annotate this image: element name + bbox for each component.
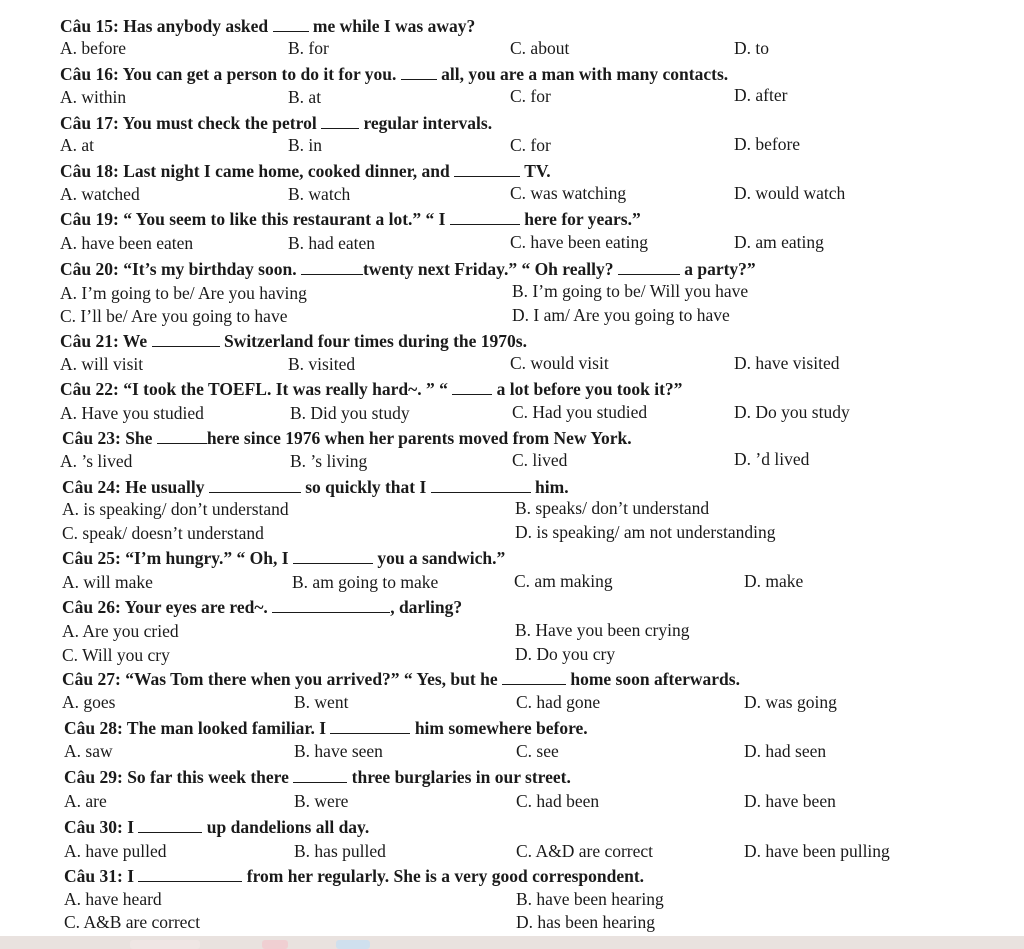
question-text: a party?” bbox=[684, 259, 756, 279]
question-text: regular intervals. bbox=[363, 113, 493, 133]
option-d: D. am eating bbox=[734, 232, 824, 252]
question-number: Câu 19: bbox=[60, 209, 119, 229]
question-25 bbox=[62, 548, 505, 568]
question-text: “I’m hungry.” “ Oh, I bbox=[125, 548, 289, 568]
option-b: B. were bbox=[294, 791, 349, 811]
option-a: A. I’m going to be/ Are you having bbox=[60, 283, 307, 303]
option-d: D. has been hearing bbox=[516, 912, 655, 932]
option-a: A. watched bbox=[60, 184, 140, 204]
question-number: Câu 29: bbox=[64, 767, 123, 787]
question-text: three burglaries in our street. bbox=[351, 767, 571, 787]
option-a: A. have heard bbox=[64, 889, 162, 909]
option-c: C. speak/ doesn’t understand bbox=[62, 523, 264, 543]
option-d: D. ’d lived bbox=[734, 449, 810, 469]
question-text: The man looked familiar. I bbox=[126, 718, 327, 738]
option-d: D. is speaking/ am not understanding bbox=[515, 522, 776, 542]
option-c: C. A&B are correct bbox=[64, 912, 201, 932]
option-d: D. have been bbox=[744, 791, 836, 811]
option-b: B. in bbox=[288, 135, 323, 155]
option-c: C. lived bbox=[512, 450, 568, 470]
answer-blank bbox=[401, 64, 437, 80]
question-text: me while I was away? bbox=[312, 16, 476, 36]
option-c: C. for bbox=[510, 135, 551, 155]
question-number: Câu 18: bbox=[60, 161, 119, 181]
answer-blank bbox=[431, 477, 531, 493]
answer-blank bbox=[209, 477, 301, 493]
option-c: C. for bbox=[510, 86, 551, 106]
question-text: TV. bbox=[524, 161, 551, 181]
question-26 bbox=[62, 597, 462, 617]
option-c: C. A&D are correct bbox=[516, 841, 654, 861]
option-b: B. am going to make bbox=[292, 572, 439, 592]
option-b: B. ’s living bbox=[290, 451, 368, 471]
option-d: D. would watch bbox=[734, 183, 846, 203]
question-number: Câu 28: bbox=[64, 718, 123, 738]
decorative-shape bbox=[130, 940, 200, 949]
option-b: B. for bbox=[288, 38, 329, 58]
question-text: “ You seem to like this restaurant a lot.” “ I bbox=[123, 209, 446, 229]
question-text: Your eyes are red~. bbox=[124, 597, 268, 617]
question-number: Câu 17: bbox=[60, 113, 119, 133]
answer-blank bbox=[152, 331, 220, 347]
question-number: Câu 20: bbox=[60, 259, 119, 279]
option-b: B. Did you study bbox=[290, 403, 410, 423]
question-28 bbox=[64, 718, 588, 738]
question-text: from her regularly. She is a very good correspondent. bbox=[246, 866, 645, 886]
option-a: A. ’s lived bbox=[60, 451, 133, 471]
option-a: A. goes bbox=[62, 692, 116, 712]
question-number: Câu 27: bbox=[62, 669, 121, 689]
question-text: We bbox=[122, 331, 148, 351]
option-a: A. will visit bbox=[60, 354, 144, 374]
decorative-shape bbox=[336, 940, 370, 949]
question-number: Câu 22: bbox=[60, 379, 119, 399]
page-bottom-edge bbox=[0, 936, 1024, 949]
question-27 bbox=[62, 669, 740, 689]
question-29 bbox=[64, 767, 571, 787]
option-d: D. have visited bbox=[734, 353, 840, 373]
option-d: D. make bbox=[744, 571, 804, 591]
answer-blank bbox=[450, 209, 520, 225]
option-b: B. watch bbox=[288, 184, 351, 204]
question-31 bbox=[64, 866, 644, 886]
question-20 bbox=[60, 259, 756, 279]
answer-blank bbox=[293, 548, 373, 564]
answer-blank bbox=[330, 718, 410, 734]
question-text: I bbox=[127, 866, 135, 886]
question-number: Câu 31: bbox=[64, 866, 123, 886]
question-text: Switzerland four times during the 1970s. bbox=[223, 331, 527, 351]
question-number: Câu 25: bbox=[62, 548, 121, 568]
option-b: B. at bbox=[288, 87, 322, 107]
question-text: here since 1976 when her parents moved from New York. bbox=[206, 428, 632, 448]
answer-blank bbox=[618, 259, 680, 275]
answer-blank bbox=[301, 259, 363, 275]
question-text: you a sandwich.” bbox=[377, 548, 506, 568]
answer-blank bbox=[452, 379, 492, 395]
answer-blank bbox=[138, 817, 202, 833]
answer-blank bbox=[502, 669, 566, 685]
question-24 bbox=[62, 477, 569, 497]
option-d: D. before bbox=[734, 134, 801, 154]
option-b: B. Have you been crying bbox=[515, 620, 690, 640]
option-c: C. see bbox=[516, 741, 559, 761]
question-text: You can get a person to do it for you. bbox=[122, 64, 397, 84]
option-b: B. had eaten bbox=[288, 233, 375, 253]
option-a: A. have been eaten bbox=[60, 233, 194, 253]
question-number: Câu 16: bbox=[60, 64, 119, 84]
question-text: Last night I came home, cooked dinner, and bbox=[123, 161, 450, 181]
option-c: C. am making bbox=[514, 571, 613, 591]
question-text: You must check the petrol bbox=[122, 113, 317, 133]
question-text: so quickly that I bbox=[305, 477, 427, 497]
option-d: D. Do you cry bbox=[515, 644, 616, 664]
question-18 bbox=[60, 161, 551, 181]
option-b: B. speaks/ don’t understand bbox=[515, 498, 710, 518]
option-c: C. have been eating bbox=[510, 232, 649, 252]
answer-blank bbox=[138, 866, 242, 882]
option-a: A. are bbox=[64, 791, 107, 811]
option-a: A. will make bbox=[62, 572, 153, 592]
option-b: B. I’m going to be/ Will you have bbox=[512, 281, 749, 301]
option-c: C. was watching bbox=[510, 183, 627, 203]
option-b: B. has pulled bbox=[294, 841, 386, 861]
question-number: Câu 24: bbox=[62, 477, 121, 497]
question-text: a lot before you took it?” bbox=[496, 379, 683, 399]
question-text: him. bbox=[535, 477, 569, 497]
question-15 bbox=[60, 16, 475, 36]
option-c: C. I’ll be/ Are you going to have bbox=[60, 306, 288, 326]
answer-blank bbox=[273, 16, 309, 32]
option-b: B. visited bbox=[288, 354, 356, 374]
option-c: C. had gone bbox=[516, 692, 601, 712]
answer-blank bbox=[157, 428, 207, 444]
option-a: A. Have you studied bbox=[60, 403, 204, 423]
option-b: B. have seen bbox=[294, 741, 383, 761]
option-b: B. went bbox=[294, 692, 349, 712]
option-d: D. Do you study bbox=[734, 402, 850, 422]
question-text: Has anybody asked bbox=[123, 16, 269, 36]
option-d: D. after bbox=[734, 85, 788, 105]
question-text: “I took the TOEFL. It was really hard~. ” “ bbox=[123, 379, 448, 399]
option-a: A. have pulled bbox=[64, 841, 167, 861]
question-16 bbox=[60, 64, 728, 84]
option-b: B. have been hearing bbox=[516, 889, 664, 909]
question-text: He usually bbox=[125, 477, 205, 497]
option-c: C. about bbox=[510, 38, 570, 58]
question-text: I bbox=[127, 817, 135, 837]
question-22 bbox=[60, 379, 682, 399]
question-text: So far this week there bbox=[127, 767, 289, 787]
option-c: C. would visit bbox=[510, 353, 609, 373]
question-text: She bbox=[125, 428, 153, 448]
option-c: C. Had you studied bbox=[512, 402, 648, 422]
answer-blank bbox=[272, 597, 390, 613]
question-number: Câu 21: bbox=[60, 331, 119, 351]
question-text: twenty next Friday.” “ Oh really? bbox=[362, 259, 614, 279]
option-d: D. was going bbox=[744, 692, 837, 712]
option-a: A. before bbox=[60, 38, 127, 58]
question-text: home soon afterwards. bbox=[570, 669, 740, 689]
question-number: Câu 23: bbox=[62, 428, 121, 448]
question-text: him somewhere before. bbox=[414, 718, 588, 738]
question-number: Câu 15: bbox=[60, 16, 119, 36]
question-23 bbox=[62, 428, 632, 448]
answer-blank bbox=[321, 113, 359, 129]
option-a: A. is speaking/ don’t understand bbox=[62, 499, 289, 519]
question-text: all, you are a man with many contacts. bbox=[441, 64, 729, 84]
option-d: D. I am/ Are you going to have bbox=[512, 305, 730, 325]
option-a: A. at bbox=[60, 135, 95, 155]
option-a: A. Are you cried bbox=[62, 621, 179, 641]
question-21 bbox=[60, 331, 527, 351]
option-c: C. had been bbox=[516, 791, 600, 811]
answer-blank bbox=[293, 767, 347, 783]
question-number: Câu 26: bbox=[62, 597, 121, 617]
question-text: here for years.” bbox=[524, 209, 641, 229]
question-number: Câu 30: bbox=[64, 817, 123, 837]
option-d: D. have been pulling bbox=[744, 841, 890, 861]
option-a: A. saw bbox=[64, 741, 113, 761]
question-17 bbox=[60, 113, 492, 133]
question-text: “It’s my birthday soon. bbox=[123, 259, 297, 279]
answer-blank bbox=[454, 161, 520, 177]
option-a: A. within bbox=[60, 87, 127, 107]
decorative-shape bbox=[262, 940, 288, 949]
question-text: up dandelions all day. bbox=[206, 817, 370, 837]
question-text: “Was Tom there when you arrived?” “ Yes, but he bbox=[125, 669, 498, 689]
question-30 bbox=[64, 817, 369, 837]
option-c: C. Will you cry bbox=[62, 645, 170, 665]
option-d: D. to bbox=[734, 38, 769, 58]
question-19 bbox=[60, 209, 641, 229]
option-d: D. had seen bbox=[744, 741, 827, 761]
question-text: , darling? bbox=[390, 597, 463, 617]
